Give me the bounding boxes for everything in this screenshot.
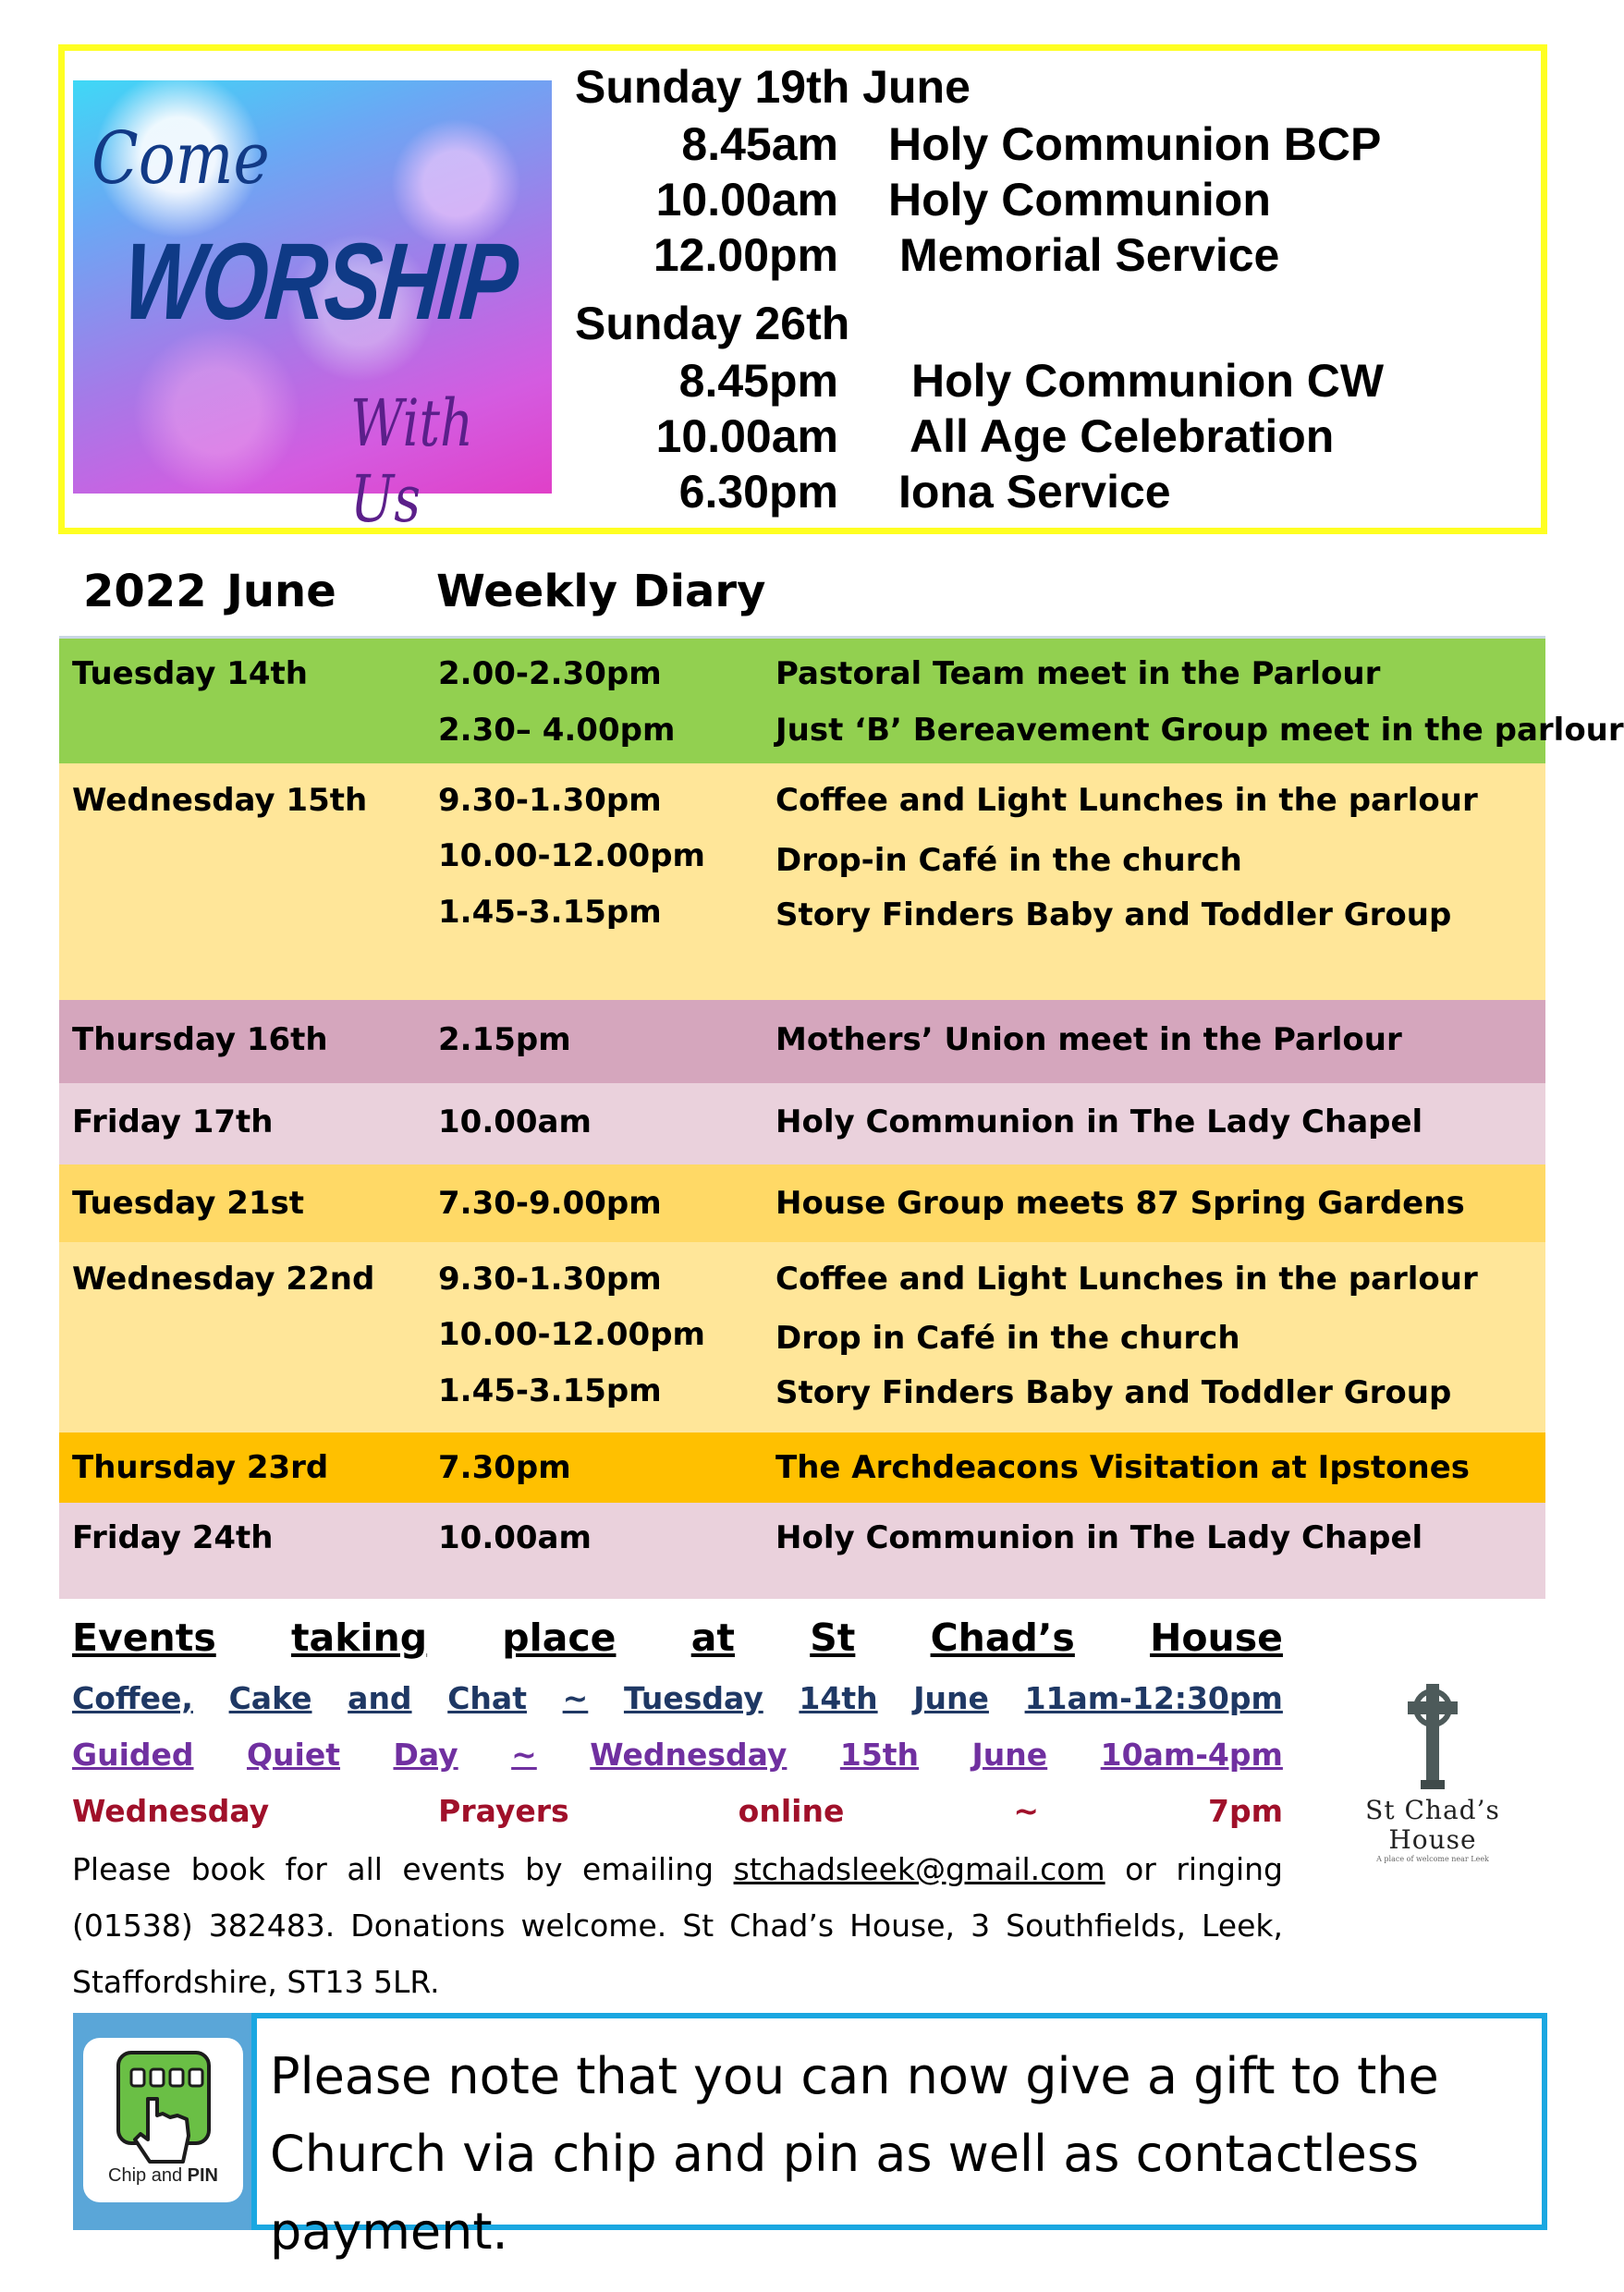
word: June [971, 1737, 1048, 1773]
chip-label-text: Chip and [108, 2165, 188, 2186]
word: 10am-4pm [1100, 1737, 1283, 1773]
table-row [59, 1242, 1545, 1432]
diary-time: 10.00am [438, 1103, 592, 1140]
diary-time: 7.30pm [438, 1449, 571, 1486]
service-name: Memorial Service [899, 229, 1280, 281]
word: Coffee, [72, 1680, 193, 1716]
diary-time: 10.00-12.00pm [438, 837, 705, 874]
diary-time: 7.30-9.00pm [438, 1185, 662, 1222]
word: Cake [228, 1680, 312, 1716]
diary-desc: Holy Communion in The Lady Chapel [775, 1519, 1423, 1556]
chip-and-pin-icon [83, 2038, 243, 2202]
service-time: 8.45am [681, 118, 838, 170]
service-name: Holy Communion BCP [888, 118, 1382, 170]
word: ~ [511, 1737, 537, 1773]
diary-desc: Story Finders Baby and Toddler Group [775, 896, 1452, 933]
worship-image-worship: WORSHIP [118, 221, 520, 343]
word: Wednesday [590, 1737, 788, 1773]
st-chads-house-logo [1345, 1680, 1520, 1902]
service-date-2: Sunday 26th [575, 298, 850, 349]
events-heading [72, 1615, 1283, 1660]
diary-day: Wednesday 15th [72, 782, 368, 819]
table-row [59, 1083, 1545, 1164]
diary-title: Weekly Diary [436, 566, 766, 617]
celtic-cross-icon [1400, 1680, 1465, 1791]
diary-time: 10.00-12.00pm [438, 1316, 705, 1353]
service-name: All Age Celebration [910, 410, 1335, 462]
table-row [59, 763, 1545, 1000]
word: ~ [562, 1680, 589, 1716]
logo-tagline: A place of welcome near Leek [1376, 1855, 1489, 1863]
word: and [348, 1680, 412, 1716]
events-booking-info [72, 1841, 1283, 2010]
chip-and-pin-message: Please note that you can now give a gift to the Church via chip and pin as well as contactless payment. [270, 2047, 1439, 2261]
word: Wednesday [72, 1793, 270, 1829]
logo-line-2: House [1388, 1824, 1477, 1855]
diary-time: 10.00am [438, 1519, 592, 1556]
word: online [738, 1793, 845, 1829]
word: ~ [1013, 1793, 1039, 1829]
diary-time: 2.00-2.30pm [438, 655, 662, 692]
service-date-1: Sunday 19th June [575, 61, 971, 113]
service-time: 10.00am [655, 410, 838, 462]
service-time: 10.00am [655, 174, 838, 226]
diary-year: 2022 [83, 566, 207, 617]
diary-desc: Drop in Café in the church [775, 1320, 1240, 1357]
diary-desc: Drop-in Café in the church [775, 842, 1242, 879]
diary-desc: Story Finders Baby and Toddler Group [775, 1374, 1452, 1411]
table-row [59, 1000, 1545, 1083]
table-row [59, 1164, 1545, 1242]
diary-time: 2.15pm [438, 1021, 571, 1058]
diary-day: Thursday 23rd [72, 1449, 329, 1486]
diary-desc: Pastoral Team meet in the Parlour [775, 655, 1381, 692]
diary-month: June [226, 566, 336, 617]
diary-time: 9.30-1.30pm [438, 782, 662, 819]
diary-desc: Just ‘B’ Bereavement Group meet in the parlour [775, 712, 1624, 749]
service-time: 6.30pm [678, 466, 838, 518]
word: Day [393, 1737, 458, 1773]
booking-text: Please book for all events by emailing [72, 1851, 734, 1887]
word: Prayers [438, 1793, 569, 1829]
chip-and-pin-label [83, 2165, 243, 2187]
service-time: 12.00pm [653, 229, 838, 281]
event-coffee-cake-chat[interactable] [72, 1680, 1283, 1716]
diary-desc: Coffee and Light Lunches in the parlour [775, 782, 1478, 819]
diary-day: Thursday 16th [72, 1021, 328, 1058]
event-wednesday-prayers [72, 1793, 1283, 1829]
diary-day: Wednesday 22nd [72, 1261, 375, 1298]
diary-time: 1.45-3.15pm [438, 1372, 662, 1409]
word: 7pm [1208, 1793, 1283, 1829]
diary-desc: Mothers’ Union meet in the Parlour [775, 1021, 1402, 1058]
diary-desc: Holy Communion in The Lady Chapel [775, 1103, 1423, 1140]
service-name: Holy Communion [888, 174, 1271, 226]
word: Chat [447, 1680, 527, 1716]
diary-time: 1.45-3.15pm [438, 894, 662, 931]
word: 14th [799, 1680, 878, 1716]
weekly-diary-table [59, 636, 1624, 1599]
come-worship-image [73, 80, 552, 537]
word: House [1150, 1615, 1283, 1660]
diary-time: 9.30-1.30pm [438, 1261, 662, 1298]
service-name: Holy Communion CW [911, 355, 1385, 407]
diary-time: 2.30– 4.00pm [438, 712, 676, 749]
word: taking [290, 1615, 428, 1660]
diary-day: Friday 17th [72, 1103, 274, 1140]
word: 11am-12:30pm [1024, 1680, 1283, 1716]
diary-desc: The Archdeacons Visitation at Ipstones [775, 1449, 1471, 1486]
pin-label-text: PIN [187, 2165, 218, 2186]
word: Guided [72, 1737, 194, 1773]
word: 15th [839, 1737, 920, 1773]
card-reader-icon [83, 2043, 243, 2173]
word: Events [72, 1615, 216, 1660]
event-guided-quiet-day[interactable] [72, 1737, 1283, 1773]
logo-line-1: St Chad’s [1365, 1795, 1500, 1825]
word: at [690, 1615, 735, 1660]
worship-image-with-us: With Us [350, 385, 474, 537]
diary-day: Tuesday 21st [72, 1185, 304, 1222]
word: Tuesday [623, 1680, 763, 1716]
table-row [59, 639, 1624, 763]
word: Quiet [247, 1737, 341, 1773]
word: June [913, 1680, 989, 1716]
word: Chad’s [930, 1615, 1075, 1660]
diary-day: Friday 24th [72, 1519, 274, 1556]
table-row [59, 1432, 1545, 1503]
service-time: 8.45pm [678, 355, 838, 407]
word: St [810, 1615, 856, 1660]
diary-desc: Coffee and Light Lunches in the parlour [775, 1261, 1478, 1298]
diary-day: Tuesday 14th [72, 655, 308, 692]
booking-text: or ringing (01538) 382483. Donations welcome. St Chad’s House, 3 Southfields, Leek, Staffordshire, ST13 5LR. [72, 1851, 1283, 2000]
service-name: Iona Service [898, 466, 1171, 518]
email-link[interactable]: stchadsleek@gmail.com [733, 1851, 1105, 1887]
worship-image-come: Come [92, 117, 270, 201]
diary-desc: House Group meets 87 Spring Gardens [775, 1185, 1465, 1222]
table-row [59, 1503, 1545, 1599]
word: place [502, 1615, 617, 1660]
